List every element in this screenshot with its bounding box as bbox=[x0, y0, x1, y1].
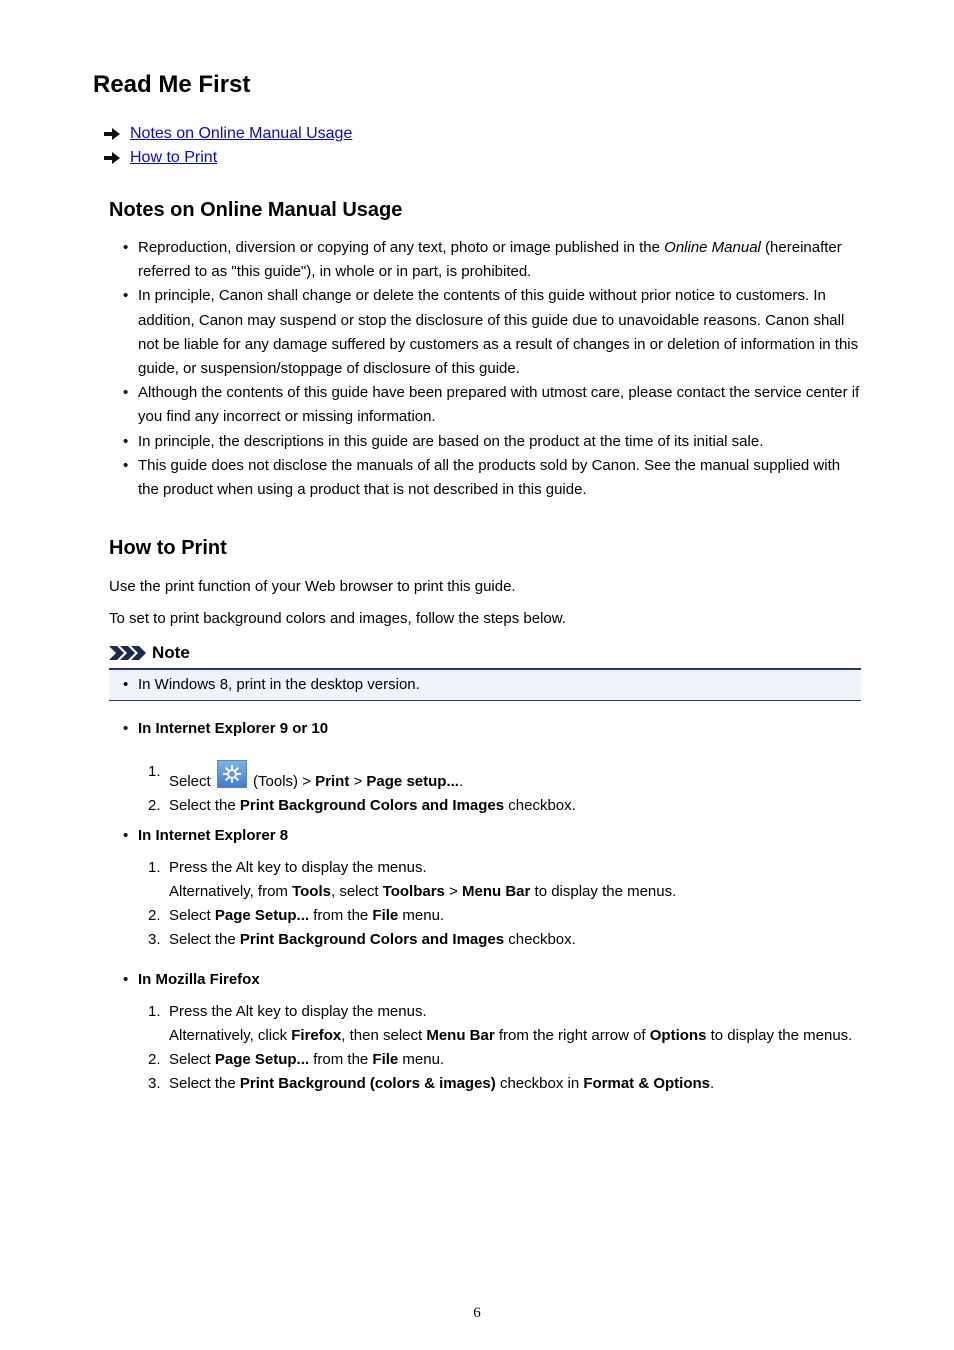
list-item: • Although the contents of this guide have been prepared with utmost care, please contact the service center if you find any incorrect or missing information. bbox=[120, 381, 865, 429]
arrow-right-icon bbox=[104, 152, 120, 164]
steps-ie8 bbox=[148, 856, 863, 952]
step: 3. Select the Print Background (colors & images) checkbox in Format & Options. bbox=[148, 1075, 715, 1092]
arrow-right-icon bbox=[104, 128, 120, 140]
list-item: • In principle, Canon shall change or delete the contents of this guide without prior notice to customers. In addition, Canon may suspend or stop the disclosure of this guide due to unavoidable reasons. Canon shall not be liable for any damage suffered by customers as a result of changes in or deletion of information in this guide, or suspension/stoppage of disclosure of this guide. bbox=[120, 284, 865, 381]
toc-item bbox=[104, 146, 352, 170]
browser-heading-ie8: • In Internet Explorer 8 bbox=[120, 826, 288, 846]
steps-firefox bbox=[148, 1000, 863, 1096]
note-item: • In Windows 8, print in the desktop version. bbox=[120, 676, 420, 693]
note-box bbox=[109, 668, 861, 701]
toc-item bbox=[104, 122, 352, 146]
gear-icon bbox=[217, 760, 247, 788]
step: 2. Select Page Setup... from the File menu. bbox=[148, 907, 445, 924]
list-item: • In principle, the descriptions in this guide are based on the product at the time of its initial sale. bbox=[120, 430, 865, 454]
note-label: Note bbox=[152, 643, 190, 662]
section-heading-how-to-print: How to Print bbox=[109, 537, 227, 559]
steps-ie9 bbox=[148, 760, 863, 818]
intro-paragraph: To set to print background colors and images, follow the steps below. bbox=[109, 610, 566, 627]
browser-heading-firefox: • In Mozilla Firefox bbox=[120, 970, 260, 990]
step: 3. Select the Print Background Colors and Images checkbox. bbox=[148, 931, 576, 948]
page-title: Read Me First bbox=[93, 71, 251, 98]
page-number: 6 bbox=[473, 1305, 481, 1321]
step: 2. Select the Print Background Colors and Images checkbox. bbox=[148, 797, 576, 814]
section-heading-notes: Notes on Online Manual Usage bbox=[109, 199, 403, 221]
intro-paragraph: Use the print function of your Web browser to print this guide. bbox=[109, 578, 516, 595]
list-item: • This guide does not disclose the manuals of all the products sold by Canon. See the manual supplied with the product when using a product that is not described in this guide. bbox=[120, 454, 865, 502]
note-header bbox=[109, 640, 190, 666]
toc-link-notes[interactable]: Notes on Online Manual Usage bbox=[130, 125, 353, 142]
browser-heading-ie9: • In Internet Explorer 9 or 10 bbox=[120, 719, 328, 739]
list-item: • Reproduction, diversion or copying of any text, photo or image published in the Online Manual (hereinafter referred to as "this guide"), in whole or in part, is prohibited. bbox=[120, 236, 865, 284]
toc-link-how-to-print[interactable]: How to Print bbox=[130, 149, 218, 166]
note-chevrons-icon bbox=[109, 645, 147, 661]
notes-list bbox=[120, 236, 865, 502]
step: 1. Press the Alt key to display the menus. Alternatively, from Tools, select Toolbars > Menu Bar to display the menus. bbox=[148, 859, 677, 900]
step: 1. Select (Tools) > Print > Page setup.... bbox=[148, 760, 863, 794]
table-of-contents bbox=[104, 122, 352, 170]
step: 1. Press the Alt key to display the menus. Alternatively, click Firefox, then select Menu Bar from the right arrow of Options to display the menus. bbox=[148, 1003, 853, 1044]
step: 2. Select Page Setup... from the File menu. bbox=[148, 1051, 445, 1068]
